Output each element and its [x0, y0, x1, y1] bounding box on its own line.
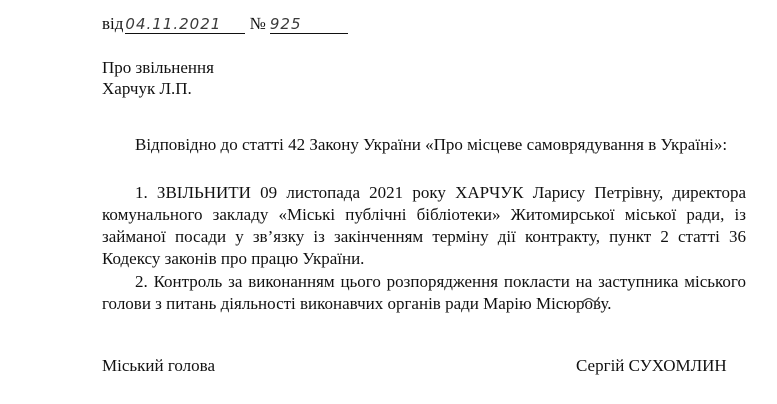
- subject-person: Харчук Л.П.: [102, 79, 192, 98]
- number-field: [270, 15, 348, 34]
- order-item-2: 2. Контроль за виконанням цього розпорядження покласти на заступника міського голови з питань діяльності виконавчих органів ради Марію Місюрову.: [102, 272, 746, 313]
- handwritten-date: 04.11.2021: [125, 15, 222, 33]
- date-prefix: від: [102, 14, 124, 33]
- document-header: [102, 14, 348, 34]
- handwritten-number: 925: [269, 15, 302, 33]
- order-item-1: 1. ЗВІЛЬНИТИ 09 листопада 2021 року ХАРЧУК Ларису Петрівну, директора комунального закладу «Міські публічні бібліотеки» Житомирської міської ради, із займаної посади у зв’язку із закінченням терміну дії контракту, пункт 2 статті 36 Кодексу законів про працю України.: [102, 183, 746, 268]
- pen-stroke-mark: [580, 294, 600, 306]
- date-field: [125, 15, 245, 34]
- signatory-name: Сергій СУХОМЛИН: [576, 356, 727, 375]
- intro-paragraph: Відповідно до статті 42 Закону України «Про місцеве самоврядування в Україні»:: [135, 135, 728, 154]
- number-sign: №: [249, 14, 266, 33]
- subject-title: Про звільнення: [102, 58, 214, 77]
- signatory-position: Міський голова: [102, 356, 215, 375]
